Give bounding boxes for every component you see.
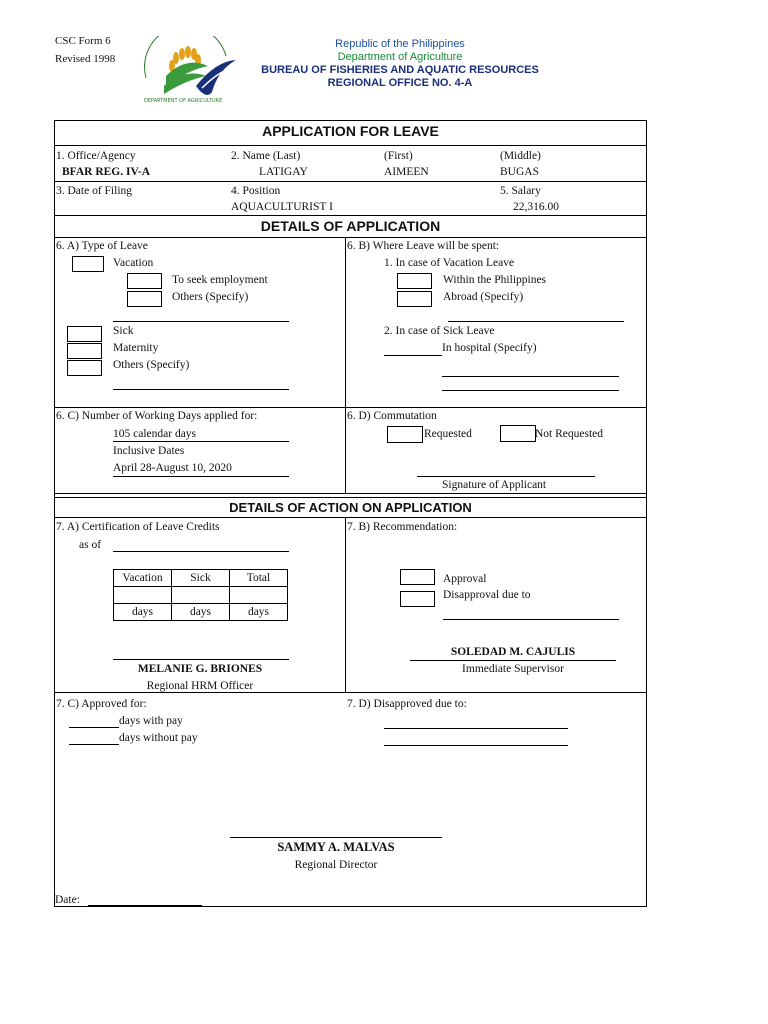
sick-label: Sick (113, 325, 134, 337)
abroad-checkbox[interactable] (397, 291, 432, 307)
office-value: BFAR REG. IV-A (62, 166, 151, 178)
first-name-value: AIMEEN (384, 166, 429, 178)
form-title: APPLICATION FOR LEAVE (262, 123, 439, 139)
date-line[interactable] (88, 905, 202, 906)
inclusive-dates-value: April 28-August 10, 2020 (113, 462, 232, 474)
supervisor-name: SOLEDAD M. CAJULIS (450, 646, 576, 658)
not-requested-label: Not Requested (535, 428, 604, 440)
director-title: Regional Director (294, 859, 378, 871)
date-label: Date: (55, 894, 80, 906)
commutation-label: 6. D) Commutation (347, 410, 437, 422)
middle-name-label: (Middle) (500, 150, 541, 162)
vacation-checkbox[interactable] (72, 256, 104, 272)
form-revised: Revised 1998 (55, 53, 116, 65)
name-label: 2. Name (Last) (231, 150, 301, 162)
hospital-line-2[interactable] (442, 390, 619, 391)
others-sick-label: Others (Specify) (113, 359, 190, 371)
vacation-label: Vacation (113, 257, 154, 269)
days-without-pay-blank[interactable] (69, 744, 119, 745)
middle-name-value: BUGAS (500, 166, 539, 178)
requested-checkbox[interactable] (387, 426, 423, 443)
recommendation-label: 7. B) Recommendation: (347, 521, 458, 533)
hrm-officer-title: Regional HRM Officer (146, 680, 254, 692)
salary-label: 5. Salary (500, 185, 541, 197)
form-number: CSC Form 6 (55, 35, 111, 47)
hospital-blank[interactable] (384, 355, 442, 356)
disapproved-line-2[interactable] (384, 745, 568, 746)
seek-employment-label: To seek employment (172, 274, 268, 286)
others-vacation-line[interactable] (113, 321, 289, 322)
others-vacation-label: Others (Specify) (172, 291, 249, 303)
col-vacation: Vacation (122, 572, 163, 584)
hospital-line-1[interactable] (442, 376, 619, 377)
within-philippines-checkbox[interactable] (397, 273, 432, 289)
inclusive-dates-label: Inclusive Dates (113, 445, 185, 457)
hrm-officer-name: MELANIE G. BRIONES (137, 663, 263, 675)
hospital-label: In hospital (Specify) (442, 342, 537, 354)
first-name-label: (First) (384, 150, 413, 162)
as-of-label: as of (79, 539, 102, 551)
disapproval-line[interactable] (443, 619, 619, 620)
seek-employment-checkbox[interactable] (127, 273, 162, 289)
disapproval-label: Disapproval due to (443, 589, 531, 601)
header-department: Department of Agriculture (337, 51, 463, 63)
last-name-value: LATIGAY (259, 166, 308, 178)
department-logo (136, 36, 246, 108)
sick-days: days (189, 606, 212, 618)
salary-value: 22,316.00 (513, 201, 559, 213)
maternity-label: Maternity (113, 342, 159, 354)
within-philippines-label: Within the Philippines (443, 274, 547, 286)
supervisor-title: Immediate Supervisor (462, 663, 564, 675)
requested-label: Requested (424, 428, 472, 440)
logo-text: DEPARTMENT OF AGRICULTURE (144, 98, 223, 104)
office-label: 1. Office/Agency (56, 150, 136, 162)
action-title: DETAILS OF ACTION ON APPLICATION (229, 500, 472, 515)
col-sick: Sick (190, 572, 211, 584)
abroad-line[interactable] (448, 321, 624, 322)
days-with-pay-blank[interactable] (69, 727, 119, 728)
approval-label: Approval (443, 573, 487, 585)
disapproved-line-1[interactable] (384, 728, 568, 729)
days-with-pay-label: days with pay (119, 715, 183, 727)
position-value: AQUACULTURIST I (231, 201, 333, 213)
disapproved-label: 7. D) Disapproved due to: (347, 698, 467, 710)
vacation-case-label: 1. In case of Vacation Leave (384, 257, 515, 269)
approved-for-label: 7. C) Approved for: (56, 698, 147, 710)
working-days-value: 105 calendar days (113, 428, 197, 440)
leave-type-label: 6. A) Type of Leave (56, 240, 148, 252)
signature-label: Signature of Applicant (442, 479, 547, 491)
sick-case-label: 2. In case of Sick Leave (384, 325, 495, 337)
vacation-days: days (131, 606, 154, 618)
maternity-checkbox[interactable] (67, 343, 102, 359)
working-days-label: 6. C) Number of Working Days applied for: (56, 410, 258, 422)
position-label: 4. Position (231, 185, 281, 197)
approval-checkbox[interactable] (400, 569, 435, 585)
disapproval-checkbox[interactable] (400, 591, 435, 607)
not-requested-checkbox[interactable] (500, 425, 536, 442)
total-days: days (247, 606, 270, 618)
sick-checkbox[interactable] (67, 326, 102, 342)
date-filing-label: 3. Date of Filing (56, 185, 133, 197)
where-label: 6. B) Where Leave will be spent: (347, 240, 500, 252)
details-title: DETAILS OF APPLICATION (260, 218, 441, 234)
signature-line[interactable] (417, 476, 595, 477)
as-of-line[interactable] (113, 551, 289, 552)
header-regional-office: REGIONAL OFFICE NO. 4-A (327, 77, 473, 89)
abroad-label: Abroad (Specify) (443, 291, 524, 303)
header-bureau: BUREAU OF FISHERIES AND AQUATIC RESOURCES (261, 64, 539, 76)
director-name: SAMMY A. MALVAS (277, 840, 395, 854)
others-sick-line[interactable] (113, 389, 289, 390)
days-without-pay-label: days without pay (119, 732, 198, 744)
header-republic: Republic of the Philippines (335, 38, 465, 50)
leave-credits-table (113, 569, 288, 621)
col-total: Total (246, 572, 271, 584)
others-vacation-checkbox[interactable] (127, 291, 162, 307)
certification-label: 7. A) Certification of Leave Credits (56, 521, 220, 533)
others-sick-checkbox[interactable] (67, 360, 102, 376)
